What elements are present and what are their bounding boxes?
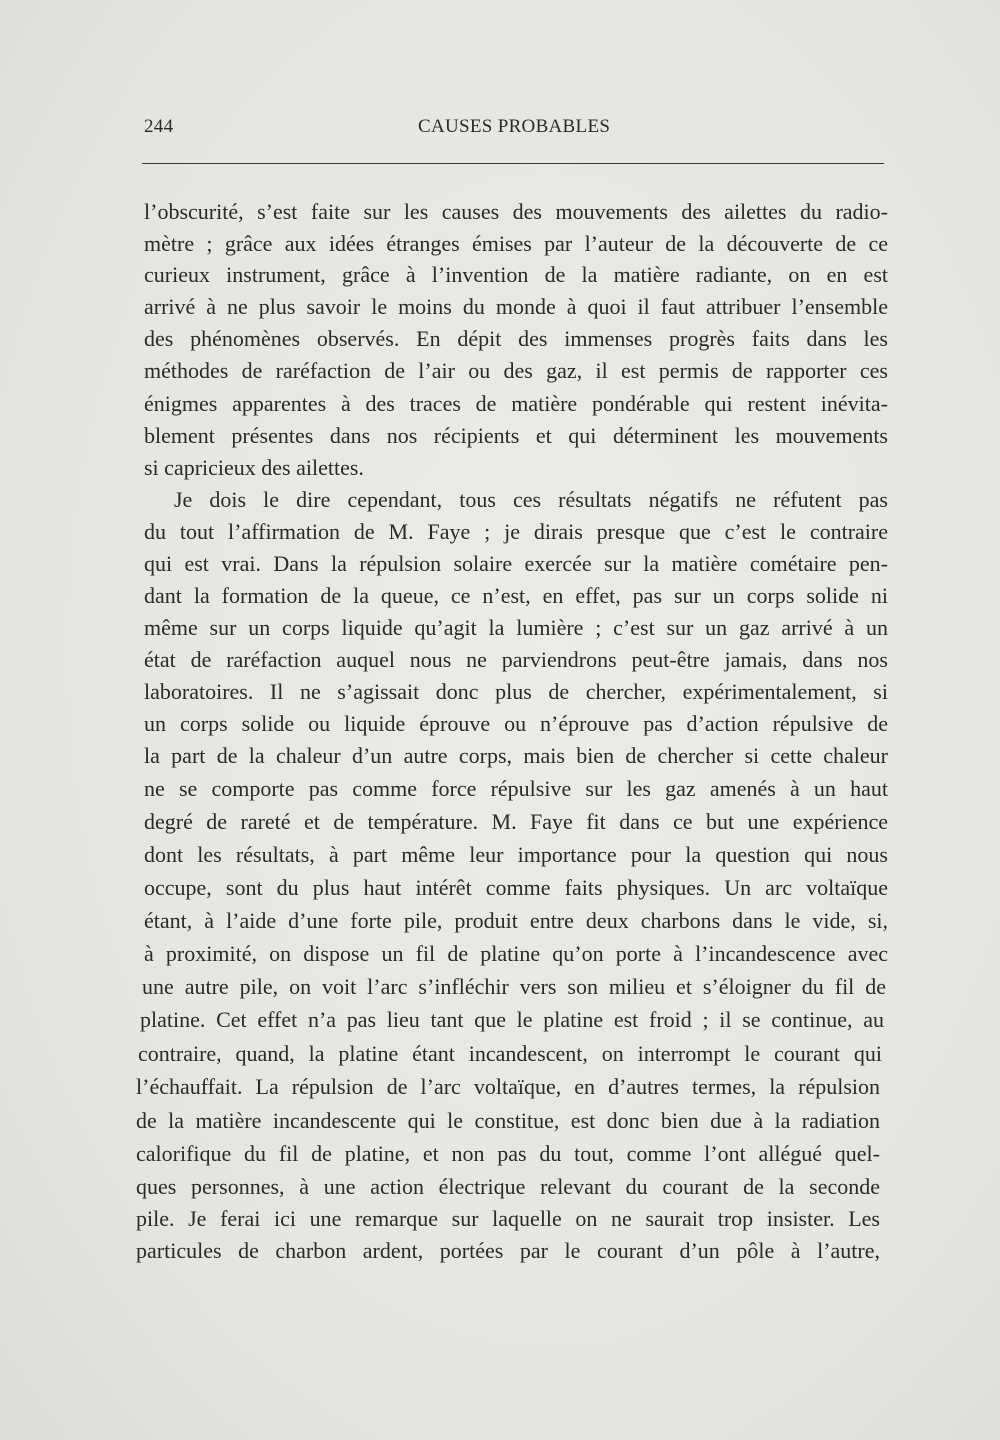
text-line: un corps solide ou liquide éprouve ou n’éprouve pas d’action répulsive de — [144, 711, 888, 736]
text-line: à proximité, on dispose un fil de platine qu’on porte à l’incandescence avec — [144, 941, 888, 966]
text-line: calorifique du fil de platine, et non pas du tout, comme l’ont allégué quel- — [136, 1141, 880, 1166]
text-line: Je dois le dire cependant, tous ces résultats négatifs ne réfutent pas — [174, 487, 888, 512]
running-title: CAUSES PROBABLES — [418, 116, 611, 137]
text-line: ques personnes, à une action électrique relevant du courant de la seconde — [136, 1174, 880, 1199]
text-line: l’échauffait. La répulsion de l’arc voltaïque, en d’autres termes, la répulsion — [136, 1074, 880, 1099]
text-line: état de raréfaction auquel nous ne parviendrons peut-être jamais, dans nos — [144, 647, 888, 672]
text-line: pile. Je ferai ici une remarque sur laquelle on ne saurait trop insister. Les — [136, 1206, 880, 1231]
text-line: mètre ; grâce aux idées étranges émises par l’auteur de la découverte de ce — [144, 231, 888, 256]
text-line: qui est vrai. Dans la répulsion solaire exercée sur la matière cométaire pen- — [144, 551, 888, 576]
text-line: l’obscurité, s’est faite sur les causes des mouvements des ailettes du radio- — [144, 199, 888, 224]
page-number: 244 — [144, 116, 174, 137]
page-header — [144, 116, 884, 146]
text-line: blement présentes dans nos récipients et qui déterminent les mouvements — [144, 423, 888, 448]
text-line: platine. Cet effet n’a pas lieu tant que le platine est froid ; il se continue, au — [140, 1007, 884, 1032]
text-line: de la matière incandescente qui le constitue, est donc bien due à la radiation — [136, 1108, 880, 1133]
text-line: curieux instrument, grâce à l’invention de la matière radiante, on en est — [144, 262, 888, 287]
text-line: dant la formation de la queue, ce n’est, en effet, pas sur un corps solide ni — [144, 583, 888, 608]
text-line: énigmes apparentes à des traces de matière pondérable qui restent inévita- — [144, 391, 888, 416]
text-line: une autre pile, on voit l’arc s’infléchir vers son milieu et s’éloigner du fil de — [142, 974, 886, 999]
text-line: étant, à l’aide d’une forte pile, produit entre deux charbons dans le vide, si, — [144, 908, 888, 933]
text-line: du tout l’affirmation de M. Faye ; je dirais presque que c’est le contraire — [144, 519, 888, 544]
text-line: des phénomènes observés. En dépit des immenses progrès faits dans les — [144, 326, 888, 351]
text-line: la part de la chaleur d’un autre corps, mais bien de chercher si cette chaleur — [144, 743, 888, 768]
text-line: occupe, sont du plus haut intérêt comme faits physiques. Un arc voltaïque — [144, 875, 888, 900]
text-line: méthodes de raréfaction de l’air ou des gaz, il est permis de rapporter ces — [144, 358, 888, 383]
text-line: même sur un corps liquide qu’agit la lumière ; c’est sur un gaz arrivé à un — [144, 615, 888, 640]
text-line: degré de rareté et de température. M. Faye fit dans ce but une expérience — [144, 809, 888, 834]
text-line: contraire, quand, la platine étant incandescent, on interrompt le courant qui — [138, 1041, 882, 1066]
text-line: particules de charbon ardent, portées par le courant d’un pôle à l’autre, — [136, 1238, 880, 1263]
text-line: laboratoires. Il ne s’agissait donc plus de chercher, expérimentalement, si — [144, 679, 888, 704]
text-line: ne se comporte pas comme force répulsive sur les gaz amenés à un haut — [144, 776, 888, 801]
text-line: dont les résultats, à part même leur importance pour la question qui nous — [144, 842, 888, 867]
header-rule — [142, 163, 884, 164]
text-line: arrivé à ne plus savoir le moins du monde à quoi il faut attribuer l’ensemble — [144, 294, 888, 319]
text-line: si capricieux des ailettes. — [144, 455, 364, 480]
